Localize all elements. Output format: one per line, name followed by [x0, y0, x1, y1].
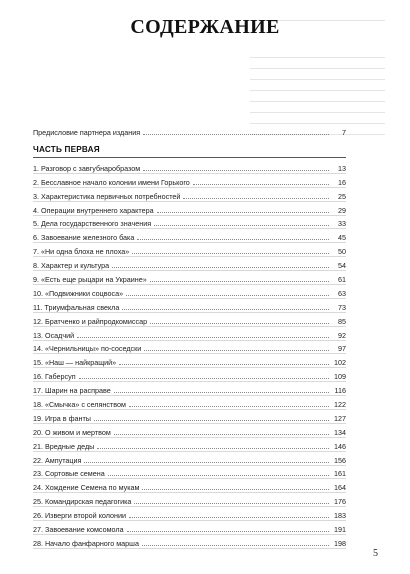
toc-entry-page: 164 — [334, 483, 346, 493]
toc-entry-title: 7. «Ни одна блоха не плоха» — [33, 247, 130, 257]
toc-entry-page: 127 — [334, 413, 346, 423]
dot-leader — [126, 295, 329, 296]
toc-entry-page: 161 — [334, 469, 346, 479]
dot-leader — [157, 212, 329, 213]
dot-leader — [142, 489, 329, 490]
part-heading: ЧАСТЬ ПЕРВАЯ — [33, 145, 100, 154]
toc-entry-page: 73 — [338, 302, 346, 312]
toc-entry-page: 7 — [342, 127, 346, 137]
dot-leader — [150, 323, 329, 324]
toc-entry-title: 20. О живом и мертвом — [33, 427, 111, 437]
toc-entry-page: 146 — [334, 441, 346, 451]
toc-entry — [33, 424, 346, 438]
dot-leader — [114, 392, 329, 393]
dot-leader — [143, 170, 329, 171]
dot-leader — [154, 225, 329, 226]
toc-entry — [33, 216, 346, 230]
dot-leader — [193, 184, 329, 185]
toc-entry-title: 19. Игра в фанты — [33, 413, 91, 423]
dot-leader — [144, 350, 329, 351]
toc-entry-page: 92 — [338, 330, 346, 340]
toc-entry-title: 15. «Наш — найкращий» — [33, 358, 117, 368]
toc-entry — [33, 271, 346, 285]
dot-leader — [127, 531, 329, 532]
toc-entry-page: 109 — [334, 372, 346, 382]
toc-list — [33, 160, 346, 549]
toc-entry-title: 11. Триумфальная свекла — [33, 302, 120, 312]
toc-entry — [33, 354, 346, 368]
toc-entry — [33, 160, 346, 174]
toc-entry — [33, 174, 346, 188]
toc-entry-title: 18. «Смычка» с селянством — [33, 400, 126, 410]
toc-entry-page: 25 — [338, 191, 346, 201]
dot-leader — [134, 503, 329, 504]
toc-entry-title: 28. Начало фанфарного марша — [33, 538, 139, 548]
dot-leader — [183, 198, 329, 199]
dot-leader — [108, 475, 329, 476]
toc-entry — [33, 313, 346, 327]
toc-entry-page: 85 — [338, 316, 346, 326]
toc-entry-title: 2. Бесславное начало колонии имени Горького — [33, 177, 190, 187]
toc-entry — [33, 521, 346, 535]
toc-entry — [33, 299, 346, 313]
toc-entry — [33, 396, 346, 410]
toc-entry-page: 116 — [334, 386, 346, 396]
toc-entry-title: 9. «Есть еще рыцари на Украине» — [33, 275, 147, 285]
toc-entry-page: 122 — [334, 400, 346, 410]
dot-leader — [137, 239, 329, 240]
toc-entry-title: 26. Изверги второй колонии — [33, 511, 127, 521]
toc-entry-title: 14. «Чернильницы» по-соседски — [33, 344, 142, 354]
toc-entry-page: 54 — [338, 261, 346, 271]
toc-entry — [33, 341, 346, 355]
toc-entry-title: 17. Шарин на расправе — [33, 386, 111, 396]
toc-entry-title: 16. Габерсуп — [33, 372, 76, 382]
toc-entry-page: 63 — [338, 288, 346, 298]
dot-leader — [119, 364, 329, 365]
toc-entry-page: 29 — [338, 205, 346, 215]
toc-entry — [33, 493, 346, 507]
dot-leader — [94, 420, 329, 421]
toc-entry-title: 3. Характеристика первичных потребностей — [33, 191, 181, 201]
toc-entry — [33, 479, 346, 493]
toc-entry — [33, 438, 346, 452]
toc-entry-page: 61 — [338, 275, 346, 285]
toc-entry-title: Предисловие партнера издания — [33, 127, 141, 137]
dot-leader — [114, 434, 329, 435]
toc-entry-page: 33 — [338, 219, 346, 229]
toc-entry-page: 45 — [338, 233, 346, 243]
dot-leader — [122, 309, 329, 310]
toc-entry-title: 25. Командирская педагогика — [33, 497, 132, 507]
toc-entry-title: 22. Ампутация — [33, 455, 82, 465]
toc-entry-page: 183 — [334, 511, 346, 521]
dot-leader — [84, 462, 329, 463]
toc-entry — [33, 382, 346, 396]
dot-leader — [150, 281, 329, 282]
toc-entry — [33, 327, 346, 341]
toc-entry-title: 8. Характер и культура — [33, 261, 110, 271]
toc-entry — [33, 368, 346, 382]
toc-entry-page: 191 — [334, 525, 346, 535]
toc-entry-page: 134 — [334, 427, 346, 437]
toc-entry-title: 6. Завоевание железного бака — [33, 233, 135, 243]
toc-entry-title: 13. Осадчий — [33, 330, 75, 340]
dot-leader — [77, 337, 329, 338]
toc-intro-entry — [33, 124, 346, 137]
page-number: 5 — [373, 548, 378, 559]
toc-entry — [33, 410, 346, 424]
dot-leader — [97, 448, 329, 449]
toc-entry — [33, 507, 346, 521]
toc-entry-page: 176 — [334, 497, 346, 507]
toc-entry — [33, 257, 346, 271]
dot-leader — [129, 517, 329, 518]
toc-entry — [33, 243, 346, 257]
toc-entry — [33, 229, 346, 243]
dot-leader — [143, 134, 329, 135]
section-divider — [33, 157, 346, 158]
toc-entry-page: 16 — [338, 177, 346, 187]
toc-entry — [33, 466, 346, 480]
toc-entry-page: 156 — [334, 455, 346, 465]
toc-entry — [33, 285, 346, 299]
toc-entry-title: 1. Разговор с завгубнаробразом — [33, 163, 141, 173]
dot-leader — [142, 545, 329, 546]
toc-entry-title: 21. Вредные деды — [33, 441, 95, 451]
toc-entry-page: 97 — [338, 344, 346, 354]
toc-entry-title: 4. Операции внутреннего характера — [33, 205, 154, 215]
dot-leader — [112, 267, 329, 268]
toc-entry — [33, 452, 346, 466]
dot-leader — [132, 253, 329, 254]
toc-entry — [33, 535, 346, 549]
toc-entry — [33, 202, 346, 216]
toc-entry-page: 198 — [334, 538, 346, 548]
toc-entry-title: 12. Братченко и райпродкомиссар — [33, 316, 148, 326]
toc-entry-page: 13 — [338, 163, 346, 173]
toc-entry-title: 24. Хождение Семена по мукам — [33, 483, 140, 493]
toc-entry-page: 102 — [334, 358, 346, 368]
toc-entry — [33, 188, 346, 202]
toc-entry-title: 5. Дела государственного значения — [33, 219, 152, 229]
dot-leader — [129, 406, 329, 407]
toc-entry-title: 10. «Подвижники соцвоса» — [33, 288, 124, 298]
toc-entry-title: 23. Сортовые семена — [33, 469, 105, 479]
toc-entry-page: 50 — [338, 247, 346, 257]
toc-entry-title: 27. Завоевание комсомола — [33, 525, 124, 535]
dot-leader — [79, 378, 329, 379]
page-title: СОДЕРЖАНИЕ — [130, 16, 280, 38]
